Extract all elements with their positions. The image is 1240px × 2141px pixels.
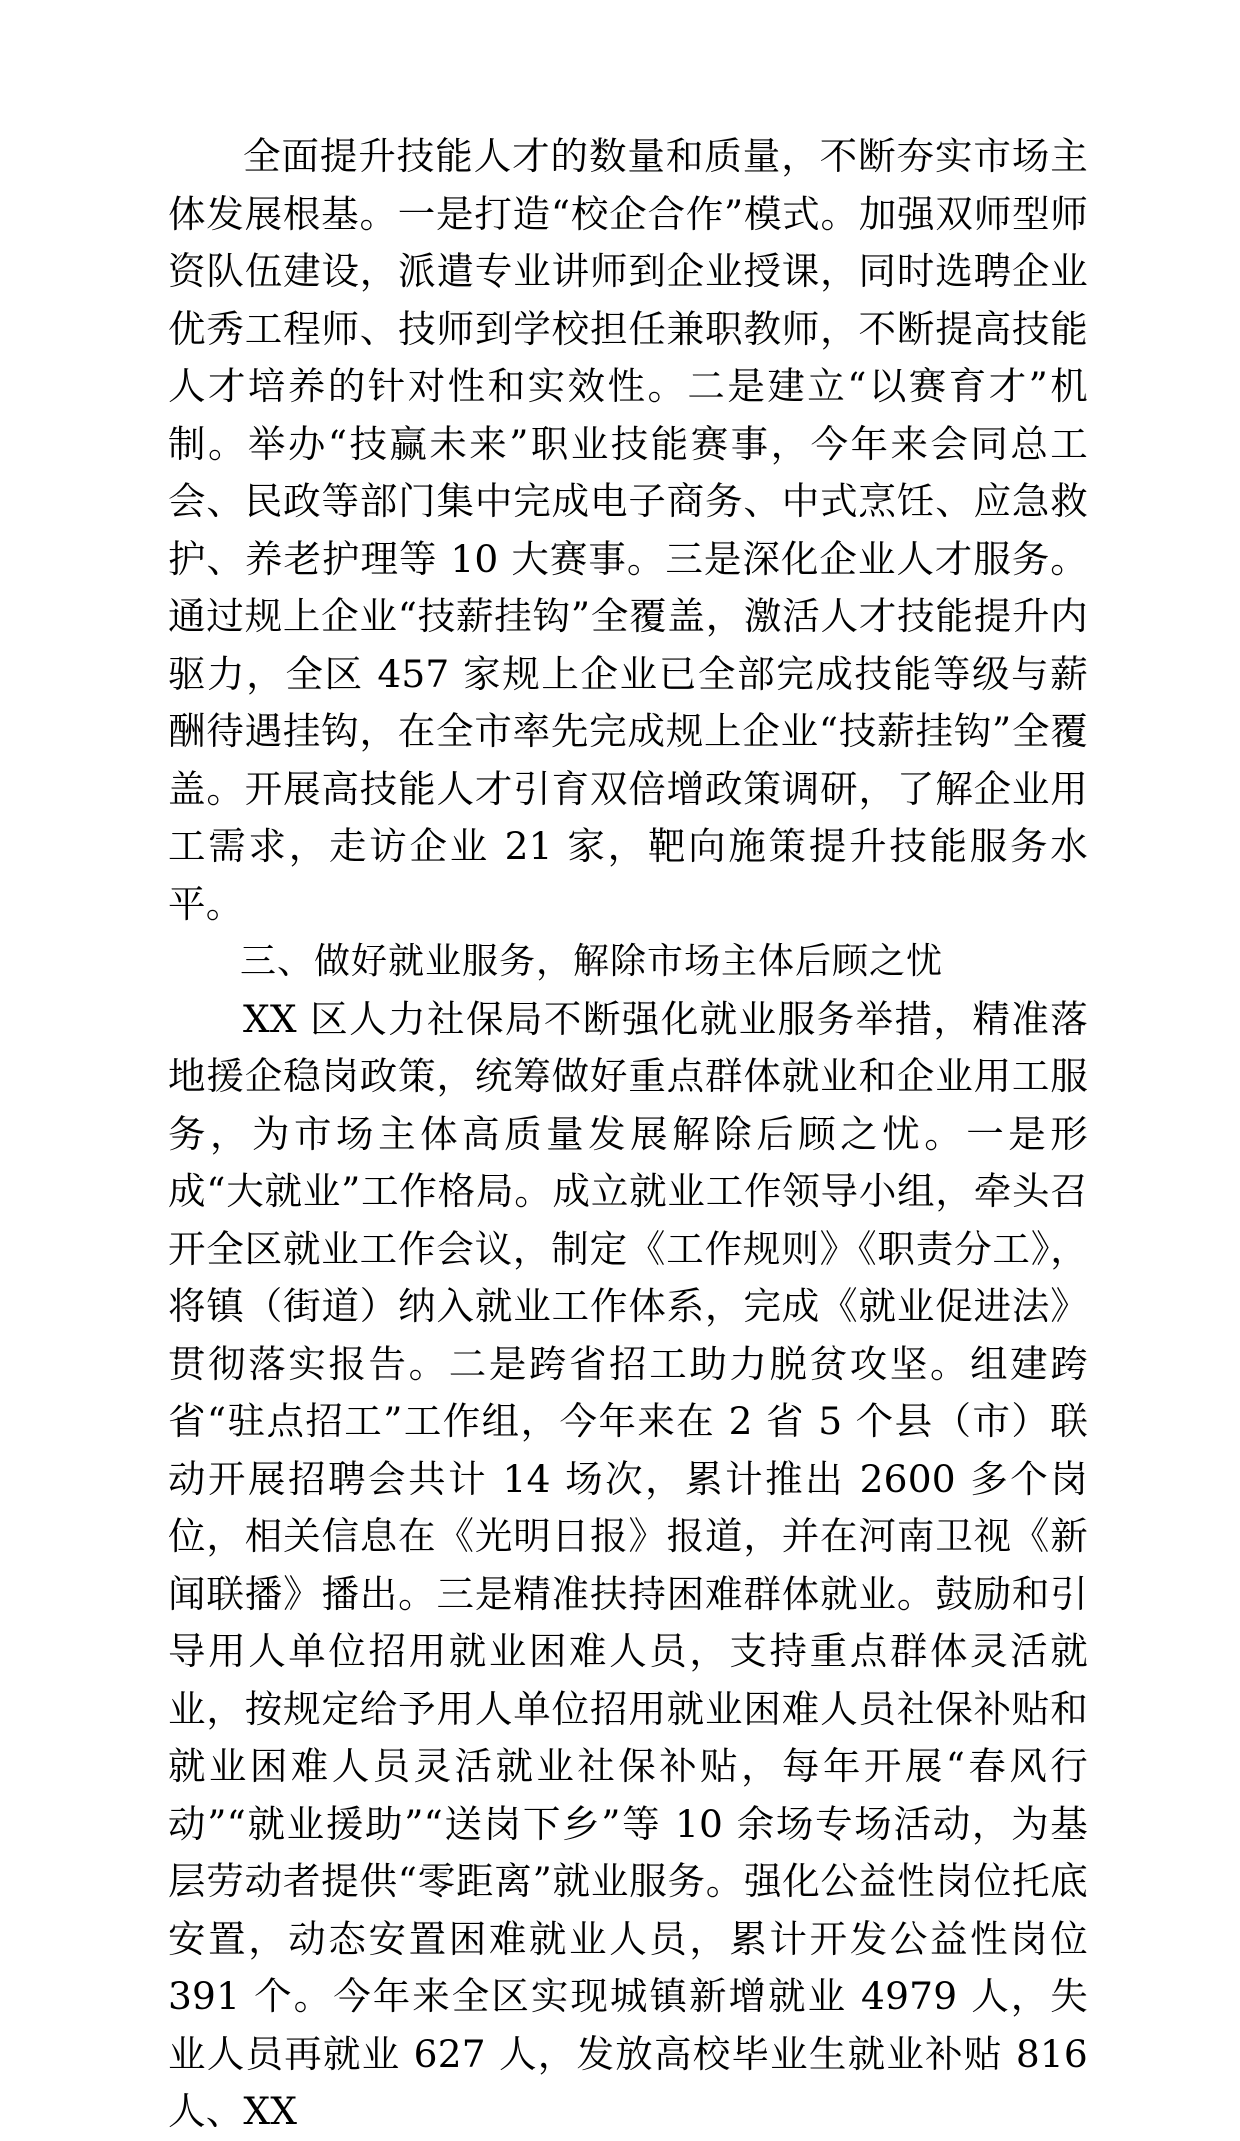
paragraph-employment-services: XX 区人力社保局不断强化就业服务举措，精准落地援企稳岗政策，统筹做好重点群体就业和企业用工服务，为市场主体高质量发展解除后顾之忧。一是形成“大就业”工作格局。成立就业工作领导小组，牵头召开全区就业工作会议，制定《工作规则》《职责分工》，将镇（街道）纳入就业工作体系，完成《就业促进法》贯彻落实报告。二是跨省招工助力脱贫攻坚。组建跨省“驻点招工”工作组，今年来在 2 省 5 个县（市）联动开展招聘会共计 14 场次，累计推出 2600 多个岗位，相关信息在《光明日报》报道，并在河南卫视《新闻联播》播出。三是精准扶持困难群体就业。鼓励和引导用人单位招用就业困难人员，支持重点群体灵活就业，按规定给予用人单位招用就业困难人员社保补贴和就业困难人员灵活就业社保补贴，每年开展“春风行动”“就业援助”“送岗下乡”等 10 余场专场活动，为基层劳动者提供“零距离”就业服务。强化公益性岗位托底安置，动态安置困难就业人员，累计开发公益性岗位 391 个。今年来全区实现城镇新增就业 4979 人，失业人员再就业 627 人，发放高校毕业生就业补贴 816 人、XX — [168, 996, 1088, 2133]
paragraph-continued-skills: 全面提升技能人才的数量和质量，不断夯实市场主体发展根基。一是打造“校企合作”模式。加强双师型师资队伍建设，派遣专业讲师到企业授课，同时选聘企业优秀工程师、技师到学校担任兼职教师，不断提高技能人才培养的针对性和实效性。二是建立“以赛育才”机制。举办“技赢未来”职业技能赛事，今年来会同总工会、民政等部门集中完成电子商务、中式烹饪、应急救护、养老护理等 10 大赛事。三是深化企业人才服务。通过规上企业“技薪挂钩”全覆盖，激活人才技能提升内驱力，全区 457 家规上企业已全部完成技能等级与薪酬待遇挂钩，在全市率先完成规上企业“技薪挂钩”全覆盖。开展高技能人才引育双倍增政策调研，了解企业用工需求，走访企业 21 家，靶向施策提升技能服务水平。 — [168, 134, 1088, 926]
section-heading-three: 三、做好就业服务，解除市场主体后顾之忧 — [240, 941, 944, 982]
document-body — [168, 128, 1088, 2141]
